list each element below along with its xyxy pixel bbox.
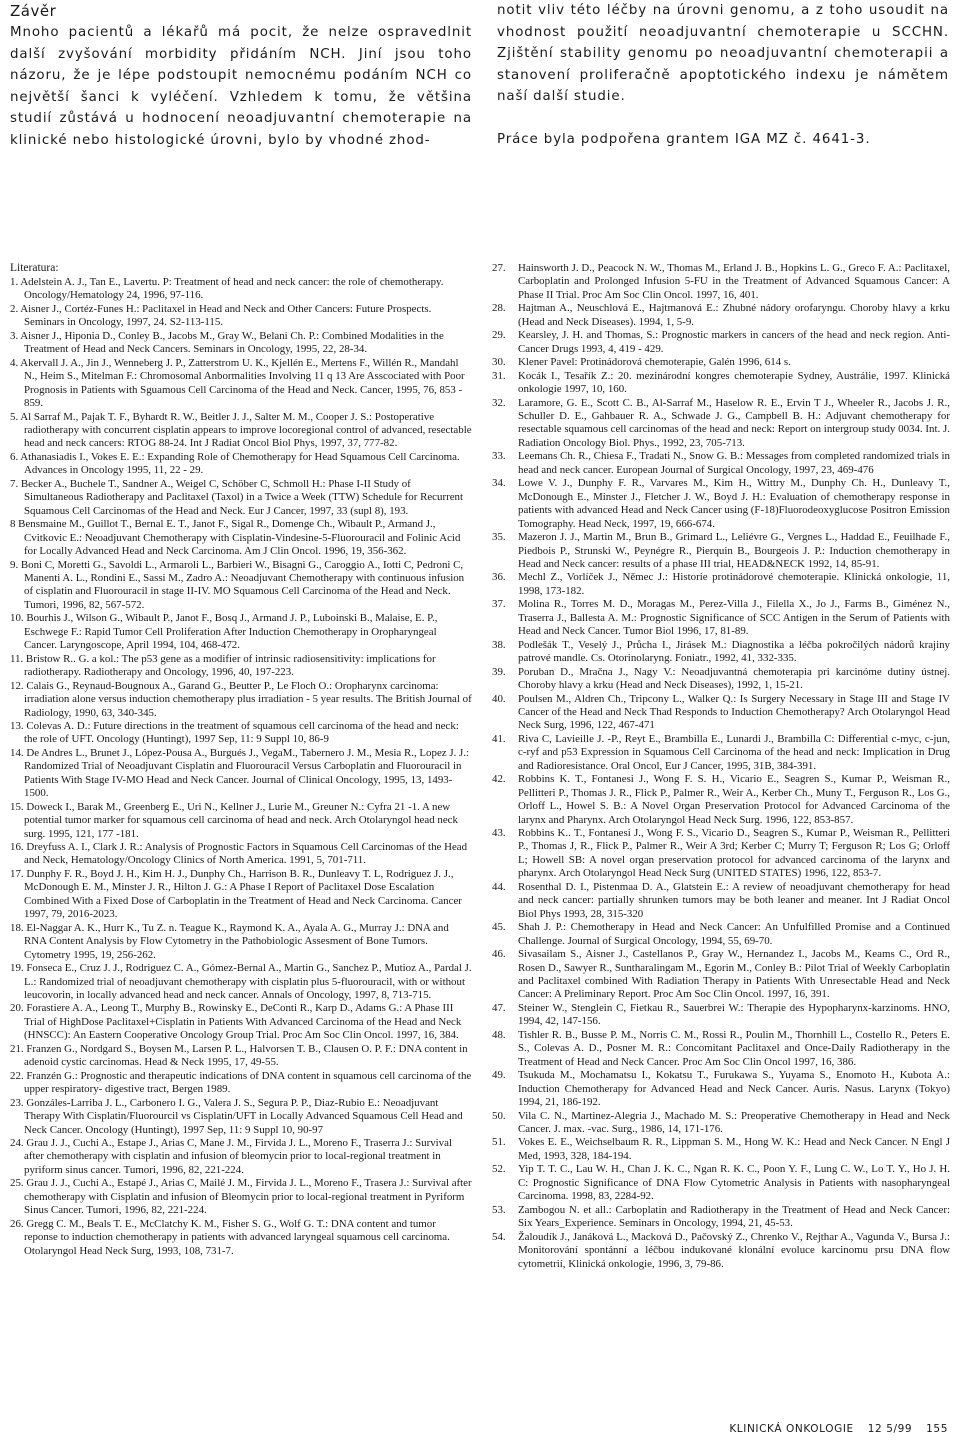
reference-number: 34. xyxy=(492,477,506,490)
reference-text: 18. El-Naggar A. K., Hurr K., Tu Z. n. Teague K., Raymond K. A., Ayala A. G., Murray J.: DNA and RNA Content Analysis by Flow Cytometry in the Pathobiologic Assesment of Bone Tumors. Cytometry 1995, 19, 256-262. xyxy=(10,921,449,961)
reference-item xyxy=(492,693,950,733)
conclusion-left-column xyxy=(10,22,472,152)
reference-text: 21. Franzen G., Nordgard S., Boysen M., Larsen P. L., Halvorsen T. B., Clausen O. P. F.: DNA content in adenoid cystic carcinomas. Head & Neck 1995, 17, 49-55. xyxy=(10,1042,468,1069)
reference-text: Vokes E. E., Weichselbaum R. R., Lippman S. M., Hong W. K.: Head and Neck Cancer. N Engl J Med, 1993, 328, 184-194. xyxy=(518,1136,950,1162)
reference-item xyxy=(492,1163,950,1203)
reference-item xyxy=(492,397,950,451)
reference-number: 29. xyxy=(492,329,506,342)
reference-number: 41. xyxy=(492,732,506,745)
reference-number: 30. xyxy=(492,356,506,369)
reference-text: 23. Gonzáles-Larriba J. L., Carbonero I. G., Valera J. S., Segura P. P., Diaz-Rubio E.: Neoadjuvant Therapy With Cisplatin/Fluorourcil vs Cisplatin/UFT in Locally Advanced Squamous Cell Head and Neck Cancer. Oncology (Huntingt), 1997 Sep, 11: 9 Suppl 10, 90-97 xyxy=(10,1096,463,1136)
reference-text: Leemans Ch. R., Chiesa F., Tradati N., Snow G. B.: Messages from completed randomized trials in head and neck cancer. European Journal of Surgical Oncology, 1997, 23, 469-476 xyxy=(518,450,950,476)
reference-number: 36. xyxy=(492,571,506,584)
reference-item xyxy=(492,733,950,773)
reference-number: 33. xyxy=(492,450,506,463)
reference-number: 48. xyxy=(492,1028,506,1041)
reference-number: 37. xyxy=(492,598,506,611)
reference-item xyxy=(10,1177,472,1217)
reference-list-right xyxy=(492,262,950,1271)
reference-item xyxy=(492,1204,950,1231)
reference-item xyxy=(10,1070,472,1097)
reference-text: 11. Bristow R.. G. a kol.: The p53 gene as a modifier of intrinsic radiosensitivity: implications for radiotherapy. Radiotherapy and Oncology, 1996, 40, 197-223. xyxy=(10,652,436,679)
reference-number: 53. xyxy=(492,1203,506,1216)
reference-item xyxy=(492,302,950,329)
reference-item xyxy=(10,868,472,922)
grant-acknowledgement: Práce byla podpořena grantem IGA MZ č. 4641-3. xyxy=(497,131,871,147)
reference-item xyxy=(492,1069,950,1109)
reference-text: Žaloudík J., Janáková L., Macková D., Pačovský Z., Chrenko V., Rejthar A., Vagunda V., Bursa J.: Monitorování spontánní a léčbou indukované klonální evoluce karcinomu prsu DNA flow cytometrií, Klinická onkologie, 1996, 3, 79-86. xyxy=(518,1230,950,1270)
reference-item xyxy=(10,653,472,680)
reference-text: Hajtman A., Neuschlová E., Hajtmanová E.: Zhubné nádory orofaryngu. Choroby hlavy a krku (Head and Neck Diseases). 1994, 1, 5-9. xyxy=(518,302,950,328)
reference-number: 52. xyxy=(492,1163,506,1176)
reference-item xyxy=(492,639,950,666)
reference-item xyxy=(10,747,472,801)
reference-number: 46. xyxy=(492,948,506,961)
reference-item xyxy=(10,801,472,841)
reference-item xyxy=(10,720,472,747)
conclusion-right-column xyxy=(497,0,949,151)
reference-text: Molina R., Torres M. D., Moragas M., Perez-Villa J., Filella X., Jo J., Farms B., Giménez N., Traserra J., Ballesta A. M.: Prognostic Significance of SCC Antigen in the Serum of Patients with Head and Neck Cancer. Tumor Biol 1996, 17, 81-89. xyxy=(518,598,950,638)
reference-text: 2. Aisner J., Cortéz-Funes H.: Paclitaxel in Head and Neck and Other Cancers: Future Prospects. Seminars in Oncology, 1997, 24. S2-113-115. xyxy=(10,302,432,329)
reference-item xyxy=(10,680,472,720)
reference-item xyxy=(10,451,472,478)
reference-number: 54. xyxy=(492,1230,506,1243)
reference-text: 15. Doweck I., Barak M., Greenberg E., Uri N., Kellner J., Lurie M., Greuner N.: Cyfra 21 -1. A new potential tumor marker for squamous cell carcinoma of head and neck. Arch Otolaryngol head neck surg. 1995, 121, 177 -181. xyxy=(10,800,458,840)
reference-text: Poulsen M., Aldren Ch., Tripcony L., Walker Q.: Is Surgery Necessary in Stage III and Stage IV Cancer of the Head and Neck Thad Responds to Induction Chemotherapy? Arch Otolaryngol Head Neck Surg, 1996, 122, 467-471 xyxy=(518,692,950,732)
reference-item xyxy=(10,411,472,451)
reference-item xyxy=(10,922,472,962)
reference-number: 47. xyxy=(492,1001,506,1014)
reference-text: 24. Grau J. J., Cuchi A., Estape J., Arias C, Mane J. M., Firvida J. L., Moreno F., Traserra J.: Survival after chemotherapy with cisplatin and infusion of bleomycin prior to local-regional treatment in pyriform sinus cancer. Tumori, 1996, 82, 221-224. xyxy=(10,1137,452,1176)
reference-item xyxy=(492,571,950,598)
reference-text: Klener Pavel: Protinádorová chemoterapie, Galén 1996, 614 s. xyxy=(518,356,791,369)
reference-text: Yip T. T. C., Lau W. H., Chan J. K. C., Ngan R. K. C., Poon Y. F., Lung C. W., Lo T. Y., Ho J. H. C: Prognostic Significance of DNA Flow Cytometric Analysis in Patients with nasopharyngeal Carcinoma. 1998, 83, 2284-92. xyxy=(518,1163,950,1203)
reference-item xyxy=(492,329,950,356)
reference-text: 1. Adelstein A. J., Tan E., Lavertu. P: Treatment of head and neck cancer: the role of chemotherapy. Oncology/Hematology 24, 1996, 97-116. xyxy=(10,276,444,302)
reference-text: 13. Colevas A. D.: Future directions in the treatment of squamous cell carcinoma of the head and neck: the role of UFT. Oncology (Huntingt), 1997 Sep, 11: 9 Suppl 10, 86-9 xyxy=(10,719,459,746)
reference-text: Robbins K.. T., Fontanesi J., Wong F. S., Vicario D., Seagren S., Kumar P., Weisman R., Pellitteri P., Thomas J, R., Flick P., Palmer R., Weir A 3rd; Kerber C; Murry T; Ferguson R; Los G; Orloff L; Howell SB: A novel organ preservation protocol for advanced carcinoma of the larynx and pharynx. Arch Otolaryngol Head Neck Surg (UNITED STATES) 1996, 122, 853-7. xyxy=(518,827,950,880)
reference-text: Laramore, G. E., Scott C. B., Al-Sarraf M., Haselow R. E., Ervin T J., Wheeler R., Jacobs J. R., Schuller D. E., Gahbauer R. A., Schwade J. G., Campbell B. H.: Adjuvant chemotherapy for resectable squamous cell carcinomas of the head and neck: Report on intergroup study 0034. Int. J. Radiation Oncology Biol. Phys., 1992, 23, 705-713. xyxy=(518,396,950,449)
reference-text: 19. Fonseca E., Cruz J. J., Rodriguez C. A., Gómez-Bernal A., Martin G., Sanchez P., Mutioz A., Pardal J. L.: Randomized trial of neoadjuvant chemotherapy with cisplatin plus 5-fluorouracil, with or without leucovorin, in locally advanced head and neck cancer. Annals of Oncology, 1997, 8, 713-715. xyxy=(10,962,472,1002)
reference-number: 38. xyxy=(492,638,506,651)
reference-item xyxy=(492,773,950,827)
reference-number: 43. xyxy=(492,827,506,840)
reference-text: Sivasailam S., Aisner J., Castellanos P., Gray W., Hernandez I., Jacobs M., Keams C., Ord R., Rosen D., Sawyer R., Suntharalingam M., Egorin M., Conley B.: Pilot Trial of Weekly Carboplatin and Paclitaxel combined With Radiation Therapy in Patients With Unresectable Head and Neck Cancer: A Preliminary Report. Proc Am Soc Clin Oncol. 1997, 16, 391. xyxy=(518,948,950,1001)
reference-item xyxy=(492,1231,950,1271)
reference-item xyxy=(492,1136,950,1163)
reference-item xyxy=(492,598,950,638)
footer-journal: KLINICKÁ ONKOLOGIE xyxy=(729,1423,854,1435)
reference-item xyxy=(10,1097,472,1137)
reference-item xyxy=(492,827,950,881)
reference-item xyxy=(492,356,950,369)
reference-item xyxy=(10,518,472,558)
reference-item xyxy=(492,477,950,531)
reference-text: Podlešák T., Veselý J., Průcha I., Jirásek M.: Diagnostika a léčba pokročilých nádorů krajiny patrové mandle. Cs. Otorinolaryng. Foniatr., 1992, 41, 332-335. xyxy=(518,638,950,665)
reference-number: 42. xyxy=(492,773,506,786)
reference-text: 10. Bourhis J., Wilson G., Wibault P., Janot F., Bosq J., Armand J. P., Luboinski B., Malaise, E. P., Eschwege F.: Rapid Tumor Cell Proliferation After Induction Chemotherapy in Oropharyngeal Cancer. Laryngoscope, April 1994, 104, 468-472. xyxy=(10,612,438,652)
reference-text: 5. Al Sarraf M., Pajak T. F., Byhardt R. W., Beitler J. J., Salter M. M., Cooper J. S.: Postoperative radiotherapy with concurrent cisplatin appears to improve locoregional control of advanced, resectable head and neck cancers: RTOG 88-24. Int J Radiat Oncol Biol Phys, 1997, 37, 777-82. xyxy=(10,410,472,450)
reference-text: Vila C. N., Martinez-Alegria J., Machado M. S.: Preoperative Chemotherapy in Head and Neck Cancer. J. max. -vac. Surg., 1986, 14, 171-176. xyxy=(518,1109,950,1135)
reference-item xyxy=(10,962,472,1002)
reference-item xyxy=(10,478,472,518)
reference-text: Shah J. P.: Chemotherapy in Head and Neck Cancer: An Unfulfilled Promise and a Continued Challenge. Journal of Surgical Oncology, 1994, 55, 69-70. xyxy=(518,921,950,947)
reference-number: 35. xyxy=(492,531,506,544)
reference-number: 32. xyxy=(492,396,506,409)
reference-item xyxy=(10,330,472,357)
reference-text: 17. Dunphy F. R., Boyd J. H., Kim H. J., Dunphy Ch., Harrison B. R., Dunleavy T. L, Rodriguez J. J., McDonough E. M., Minster J. R., Hilton J. G.: A Phase I Report of Paclitaxel Dose Escalation Combined With a Fixed Dose of Carboplatin in the Treatment of Head and Neck Carcinoma. Cancer 1997, 79, 2016-2023. xyxy=(10,867,462,921)
reference-text: 6. Athanasiadis I., Vokes E. E.: Expanding Role of Chemotherapy for Head Squamous Cell Carcinoma. Advances in Oncology 1995, 11, 22 - 29. xyxy=(10,450,460,477)
reference-text: 16. Dreyfuss A. I., Clark J. R.: Analysis of Prognostic Factors in Squamous Cell Carcinomas of the Head and Neck, Hematology/Oncology Clinics of North America. 1991, 5, 701-711. xyxy=(10,841,468,867)
reference-number: 44. xyxy=(492,880,506,893)
reference-text: Steiner W., Stenglein C, Fietkau R., Sauerbrei W.: Therapie des Hypopharynx-karzinoms. HNO, 1994, 42, 147-156. xyxy=(518,1001,950,1028)
reference-text: Rosenthal D. I., Pistenmaa D. A., Glatstein E.: A review of neoadjuvant chemotherapy for head and neck cancer: partially shrunken tumors may be both leaner and meaner. Int J Radiat Oncol Biol Phys 1993, 28, 315-320 xyxy=(518,880,950,920)
reference-number: 31. xyxy=(492,369,506,382)
reference-text: 3. Aisner J., Hiponia D., Conley B., Jacobs M., Gray W., Belani Ch. P.: Combined Modalities in the Treatment of Head and Neck Cancers. Seminars in Oncology, 1995, 22, 28-34. xyxy=(10,329,444,356)
literature-heading: Literatura: xyxy=(10,262,59,274)
reference-text: Mazeron J. J., Martin M., Brun B., Grimard L., Leliévre G., Vergnes L., Haddad E., Feuilhade F., Piedbois P., Strunski W., Peynégre R., Pierquin B., Bourgeois J. P.: Induction chemotherapy in Head and Neck cancer: results of a phase III trial, HEAD&NECK 1992, 14, 85-91. xyxy=(518,531,950,570)
reference-number: 49. xyxy=(492,1069,506,1082)
reference-number: 51. xyxy=(492,1136,506,1149)
reference-text: Hainsworth J. D., Peacock N. W., Thomas M., Erland J. B., Hopkins L. G., Greco F. A.: Paclitaxel, Carboplatin and Prolonged Infusion 5-FU in the Treatment of Advanced Squamous Cancer: A Phase II Trial. Proc Am Soc Clin Oncol. 1997, 16, 401. xyxy=(518,262,950,301)
footer-page-number: 155 xyxy=(926,1423,948,1435)
reference-text: 22. Franzén G.: Prognostic and therapeutic indications of DNA content in squamous cell carcinoma of the upper respiratory- digestive tract, Bergen 1989. xyxy=(10,1069,472,1096)
reference-item xyxy=(492,666,950,693)
reference-item xyxy=(492,921,950,948)
reference-list-left xyxy=(10,276,472,1258)
reference-item xyxy=(10,1043,472,1070)
reference-item xyxy=(492,1029,950,1069)
reference-item xyxy=(10,303,472,330)
reference-text: Tsukuda M., Mochamatsu I., Kokatsu T., Furukawa S., Yuyama S., Enomoto H., Kubota A.: Induction Chemotherapy for Advanced Head and Neck Cancer. Auris. Nasus. Larynx (Tokyo) 1994, 21, 186-192. xyxy=(518,1069,950,1109)
conclusion-paragraph-left: Mnoho pacientů a lékařů má pocit, že nelze ospravedlnit další zvyšování morbidity přidáním NCH. Jiní jsou toho názoru, že je lépe podstoupit nemocnému podáním NCH co největší šanci k vyléčení. Vzhledem k tomu, že většina studií zůstává u hodnocení neoadjuvantní chemoterapie na klinické nebo histologické úrovni, bylo by vhodné zhod- xyxy=(10,25,472,148)
reference-item xyxy=(492,881,950,921)
reference-text: 14. De Andres L., Brunet J., López-Pousa A., Burgués J., VegaM., Tabernero J. M., Mesia R., Lopez J. J.: Randomized Trial of Neoadjuvant Cisplatin and Fluorouracil Versus Carboplatin and Fluorouracil in Patients With Stage IV-MO Head and Neck Cancer. Journal of Clinical Oncology, 1995, 13, 1493-1500. xyxy=(10,746,470,800)
reference-number: 28. xyxy=(492,302,506,315)
reference-item xyxy=(492,262,950,302)
reference-text: 9. Boni C, Moretti G., Savoldi L., Armaroli L., Barbieri W., Bisagni G., Caroggio A., Iotti C, Pedroni C, Manenti A. L., Rondini E., Sassi M., Zadro A.: Neoadjuvant Chemotherapy with continuous infusion of cisplatin and Fluorouracil in stage II-IV. MO Squamous Cell Carcinoma of the Head and Neck. Tumori, 1996, 82, 567-572. xyxy=(10,558,465,611)
reference-text: Zambogou N. et all.: Carboplatin and Radiotherapy in the Treatment of Head and Neck Cancer: Six Years_Experience. Seminars in Oncology, 1994, 21, 45-53. xyxy=(518,1203,950,1230)
reference-number: 40. xyxy=(492,692,506,705)
reference-number: 39. xyxy=(492,665,506,678)
reference-text: 20. Forastiere A. A., Leong T., Murphy B., Rowinsky E., DeConti R., Karp D., Adams G.: A Phase III Trial of HighDose Paclitaxel+Cisplatin in Patients With Advanced Carcinoma of the Head and Neck (HNSCC): An Eastern Cooperative Oncology Group Trial. Proc Am Soc Clin Oncol. 1997, 16, 384. xyxy=(10,1002,462,1042)
conclusion-paragraph-right: notit vliv této léčby na úrovni genomu, a z toho usoudit na vhodnost použití neoadjuvantní chemoterapie u SCCHN. Zjištění stability genomu po neoadjuvantní chemoterapii a stanovení proliferačně apoptotického indexu je námětem naší další studie. xyxy=(497,3,949,105)
reference-number: 27. xyxy=(492,262,506,274)
reference-item xyxy=(10,357,472,411)
reference-item xyxy=(10,612,472,652)
reference-item xyxy=(10,841,472,868)
page-footer xyxy=(719,1423,948,1435)
reference-item xyxy=(492,370,950,397)
reference-text: Poruban D., Mračna J., Nagy V.: Neoadjuvantná chemoterapia pri karcinóme dutiny ústnej. Choroby hlavy a krku (Head and Neck Diseases), 1992, 1, 15-21. xyxy=(518,665,950,692)
reference-number: 50. xyxy=(492,1109,506,1122)
reference-text: Riva C, Lavieille J. -P., Reyt E., Brambilla E., Lunardi J., Brambilla C: Differential c-myc, c-jun, c-ryf and p53 Expression in Squamous Cell Carcinoma of the head and neck: Implication in Drug and Radioresistance. Oral Oncol, Eur J Cancer, 1995, 31B, 384-391. xyxy=(518,732,950,772)
reference-item xyxy=(10,1218,472,1258)
section-title: Závěr xyxy=(10,2,57,20)
reference-item xyxy=(10,1137,472,1177)
reference-item xyxy=(492,1110,950,1137)
reference-text: Robbins K. T., Fontanesi J., Wong F. S. H., Vicario E., Seagren S., Kumar P., Weisman R., Pellitteri P., Thomas J. R., Flick P., Palmer R., Weir A., Kerber Ch., Muny T., Ferguson R., Los G., Orloff L., Howel S. B.: A Novel Organ Preservation Protocol for Advanced Carcinoma of the larynx and Pharynx. Arch Otolaryngol Head Neck Surg. 1996, 122, 853-857. xyxy=(518,773,950,826)
reference-item xyxy=(492,1002,950,1029)
reference-text: 12. Calais G., Reynaud-Bougnoux A., Garand G., Beutter P., Le Floch O.: Oropharynx carcinoma: irradiation alone versus induction chemotherapy plus irradiation - 5 year results. The British Journal of Radiology, 1990, 63, 340-345. xyxy=(10,679,472,719)
reference-item xyxy=(10,559,472,613)
reference-text: 25. Grau J. J., Cuchi A., Estapé J., Arias C, Mailé J. M., Firvida J. L., Moreno F., Trasera J.: Survival after chemotherapy with Cisplatin and infusion of Bleomycin prior to local-regional treatment in Pyriform Sinus Cancer. Tumori, 1996, 82, 221-224. xyxy=(10,1177,472,1217)
reference-text: Kocák I., Tesařík Z.: 20. mezinárodní kongres chemoterapie Sydney, Austrálie, 1997. Klinická onkologie 1997, 10, 160. xyxy=(518,369,950,396)
reference-text: Mechl Z., Vorlíček J., Němec J.: Historie protinádorové chemoterapie. Klinická onkologie, 11, 1998, 173-182. xyxy=(518,571,950,597)
reference-item xyxy=(492,450,950,477)
reference-text: 8 Bensmaine M., Guillot T., Bernal E. T., Janot F., Sigal R., Domenge Ch., Wibault P., Armand J., Cvitkovic E.: Neoadjuvant Chemotherapy with Cisplatin-Vindesine-5-Fluorouracil and Folinic Acid for Locally Advanced Head and Neck Carcinoma. Am J Clin Oncol. 1996, 19, 356-362. xyxy=(10,518,461,558)
reference-text: 4. Akervall J. A., Jin J., Wenneberg J. P., Zatterstrom U. K., Kjellén E., Mertens F., Willén R., Mandahl N., Heim S., Mitelman F.: Chromosomal Anbormalities Involving 11 q 13 Are Asscociated with Poor Prognosis in Patients with Sguamous Cell Carcinoma of the Head and Neck. Cancer, 1995, 76, 853 - 859. xyxy=(10,356,465,410)
reference-item xyxy=(492,948,950,1002)
reference-text: Kearsley, J. H. and Thomas, S.: Prognostic markers in cancers of the head and neck region. Anti-Cancer Drugs 1993, 4, 419 - 429. xyxy=(518,329,950,355)
reference-item xyxy=(492,531,950,571)
reference-text: Lowe V. J., Dunphy F. R., Varvares M., Kim H., Wittry M., Dunphy Ch. H., Dunleavy T., McDonough E., Minster J., Fletcher J. W., Boyd J. H.: Evaluation of chemotherapy response in patients with advanced Head and Neck Cancer using (F-18)Fluorodeoxyglucose Positron Emission Tomography. Head Neck, 1997, 19, 666-674. xyxy=(518,477,950,530)
reference-text: 26. Gregg C. M., Beals T. E., McClatchy K. M., Fisher S. G., Wolf G. T.: DNA content and tumor reponse to induction chemotherapy in patients with advanced laryngeal squamous cell carcinoma. Otolaryngol Head Neck Surg, 1993, 108, 731-7. xyxy=(10,1217,450,1257)
reference-text: 7. Becker A., Buchele T., Sandner A., Weigel C, Schöber C, Schmoll H.: Phase I-II Study of Simultaneous Radiotherapy and Paclitaxel (Taxol) in a Twice a Week (TTW) Schedule for Recurrent Squamous Cell Carcinomas of the Head and Neck. Eur J Cancer, 1997, 33 (supl 8), 193. xyxy=(10,477,464,517)
reference-item xyxy=(10,276,472,303)
reference-text: Tishler R. B., Busse P. M., Norris C. M., Rossi R., Poulin M., Thornhill L., Costello R., Peters E. S., Colevas A. D., Posner M. R.: Concomitant Paclitaxel and Once-Daily Radiotherapy in the Treatment of Head and Neck Cancer. Proc Am Soc Clin Oncol 1997, 16, 386. xyxy=(518,1028,950,1068)
reference-number: 45. xyxy=(492,921,506,934)
reference-item xyxy=(10,1002,472,1042)
footer-issue: 12 5/99 xyxy=(867,1423,913,1435)
